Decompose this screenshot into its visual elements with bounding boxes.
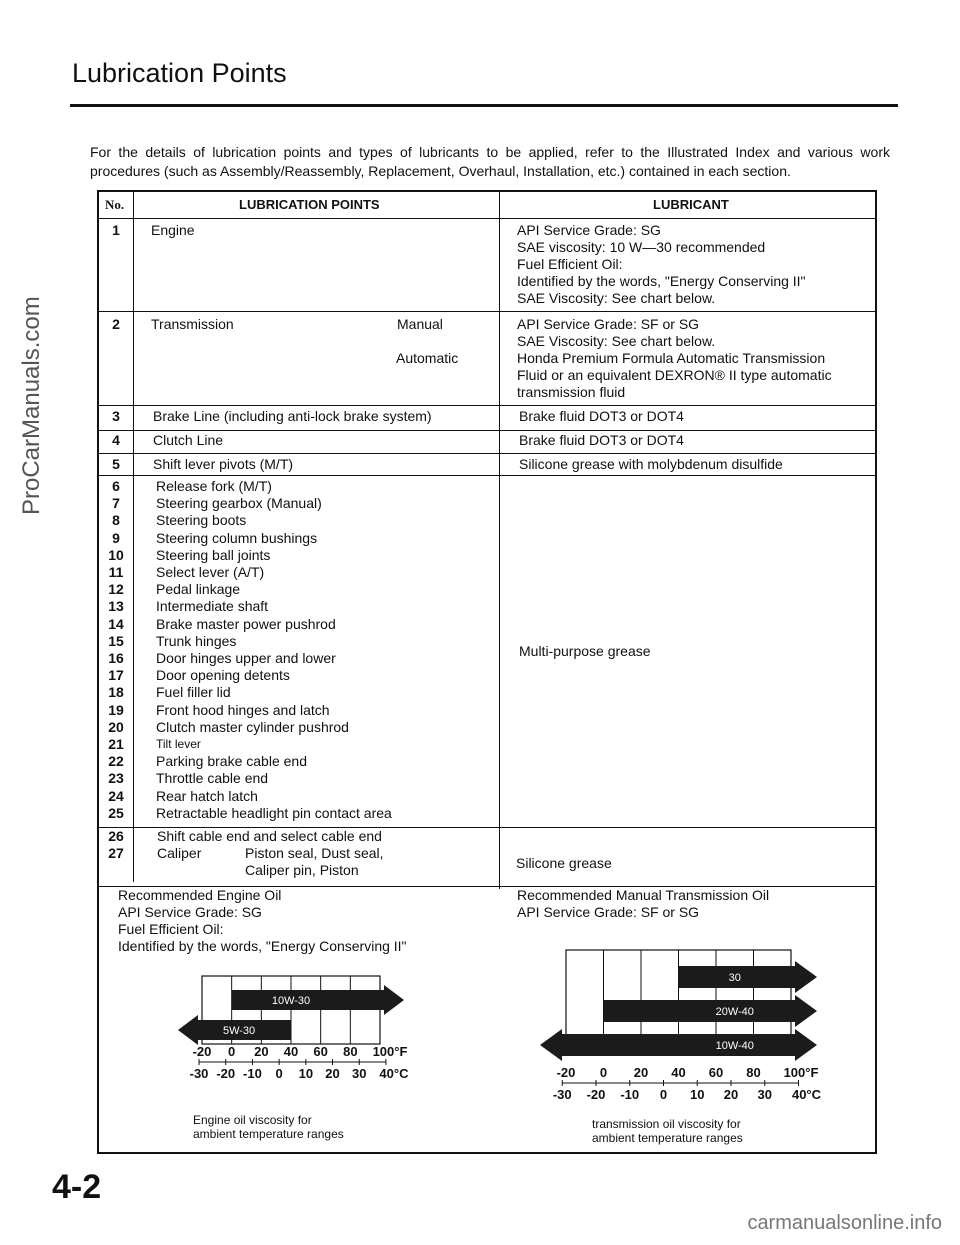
lubricant-line: Honda Premium Formula Automatic Transmission bbox=[517, 350, 826, 366]
watermark-bottom: carmanualsonline.info bbox=[747, 1212, 942, 1234]
axis-tick-label-f: 20 bbox=[633, 1065, 649, 1080]
axis-tick-label-f: 20 bbox=[254, 1044, 269, 1059]
axis-tick-label-c: -10 bbox=[243, 1066, 262, 1081]
point-clutch-line: Clutch Line bbox=[153, 432, 224, 448]
axis-tick-label-f: 100°F bbox=[783, 1065, 819, 1080]
row-number: 25 bbox=[108, 804, 124, 821]
title-rule bbox=[70, 104, 898, 107]
row-number: 5 bbox=[112, 456, 120, 472]
lubrication-point: Brake master power pushrod bbox=[156, 615, 336, 632]
row-number: 24 bbox=[108, 787, 124, 804]
axis-tick-label-f: -20 bbox=[556, 1065, 576, 1080]
row-number: 7 bbox=[112, 495, 120, 512]
axis-tick-label-f: 60 bbox=[313, 1044, 328, 1059]
viscosity-bar-label: 10W-30 bbox=[271, 995, 311, 1007]
lubrication-point: Steering column bushings bbox=[156, 529, 318, 546]
viscosity-bar-label: 5W-30 bbox=[222, 1025, 256, 1037]
lubricant-line: SAE Viscosity: See chart below. bbox=[517, 333, 716, 349]
lubrication-point: Steering gearbox (Manual) bbox=[156, 495, 322, 512]
lubrication-point: Parking brake cable end bbox=[156, 753, 307, 770]
intro-paragraph: For the details of lubrication points and types of lubricants to be applied, refer to the Illustrated Index and various work procedures (such as Assembly/Reassembly, Replacement, Overhaul, Installation, etc.) contained in each section. bbox=[90, 144, 890, 179]
engine-oil-caption: ambient temperature ranges bbox=[193, 1127, 344, 1141]
row-number: 20 bbox=[108, 718, 124, 735]
row-number: 15 bbox=[108, 632, 124, 649]
viscosity-bar bbox=[604, 995, 818, 1027]
axis-tick-label-c: 10 bbox=[298, 1066, 314, 1081]
header-lubricant: LUBRICANT bbox=[653, 197, 729, 212]
lubrication-point: Trunk hinges bbox=[156, 632, 237, 649]
point-brake-line: Brake Line (including anti-lock brake system) bbox=[153, 408, 432, 424]
lubricant-line: Identified by the words, "Energy Conserving II" bbox=[517, 273, 806, 289]
lubrication-point: Select lever (A/T) bbox=[156, 564, 265, 580]
lubricant-line: Fluid or an equivalent DEXRON® II type automatic bbox=[517, 367, 832, 383]
axis-tick-label-f: 80 bbox=[343, 1044, 358, 1059]
lubrication-point: Pedal linkage bbox=[156, 581, 241, 598]
row-number: 13 bbox=[108, 598, 124, 615]
point-caliper-part: Caliper pin, Piston bbox=[245, 862, 359, 878]
axis-tick-label-f: 100°F bbox=[372, 1044, 408, 1059]
point-shift-cable: Shift cable end and select cable end bbox=[157, 828, 382, 844]
engine-oil-heading: Identified by the words, "Energy Conserving II" bbox=[118, 938, 407, 954]
lubricant-line: transmission fluid bbox=[517, 384, 626, 400]
axis-tick-label-c: 10 bbox=[690, 1087, 705, 1102]
trans-oil-viscosity-chart bbox=[508, 945, 848, 1105]
point-transmission: Transmission bbox=[151, 316, 234, 332]
lubrication-point: Throttle cable end bbox=[156, 770, 269, 787]
engine-oil-heading: API Service Grade: SG bbox=[118, 904, 262, 920]
row-number: 1 bbox=[112, 222, 120, 238]
point-automatic: Automatic bbox=[396, 350, 459, 366]
lubricant-line: SAE Viscosity: See chart below. bbox=[517, 290, 716, 306]
viscosity-bar bbox=[232, 985, 404, 1015]
lubrication-point: Retractable headlight pin contact area bbox=[156, 804, 392, 821]
row-number: 23 bbox=[108, 770, 124, 787]
trans-oil-caption: transmission oil viscosity for bbox=[592, 1117, 741, 1131]
lubrication-point: Rear hatch latch bbox=[156, 787, 258, 804]
axis-tick-label-c: 20 bbox=[325, 1066, 340, 1081]
row-rule bbox=[99, 311, 875, 312]
row-number: 16 bbox=[108, 650, 124, 666]
viscosity-bar-label: 20W-40 bbox=[715, 1006, 754, 1018]
engine-oil-heading: Fuel Efficient Oil: bbox=[118, 921, 224, 937]
lubrication-point: Steering ball joints bbox=[156, 546, 271, 563]
row-rule bbox=[99, 405, 875, 406]
lubrication-point: Clutch master cylinder pushrod bbox=[156, 718, 349, 735]
axis-tick-label-c: -30 bbox=[189, 1066, 209, 1081]
lubricant-silicone: Silicone grease bbox=[516, 855, 612, 871]
lubrication-point: Door hinges upper and lower bbox=[156, 650, 336, 666]
lubricant-line: API Service Grade: SF or SG bbox=[517, 316, 700, 332]
row-number: 3 bbox=[112, 408, 120, 424]
axis-tick-label-c: -20 bbox=[216, 1066, 236, 1081]
row-number: 18 bbox=[108, 684, 124, 701]
axis-tick-label-c: -30 bbox=[552, 1087, 572, 1102]
axis-tick-label-c: 0 bbox=[275, 1066, 283, 1081]
axis-tick-label-f: 80 bbox=[746, 1065, 761, 1080]
row-rule bbox=[99, 453, 875, 454]
page-title: Lubrication Points bbox=[72, 58, 287, 88]
trans-oil-caption: ambient temperature ranges bbox=[592, 1131, 743, 1145]
engine-oil-caption: Engine oil viscosity for bbox=[193, 1113, 312, 1127]
lubrication-point: Tilt lever bbox=[156, 737, 201, 751]
row-number: 9 bbox=[112, 529, 120, 546]
header-points: LUBRICATION POINTS bbox=[239, 197, 380, 212]
row-number: 19 bbox=[108, 701, 124, 718]
lubrication-point: Release fork (M/T) bbox=[156, 478, 272, 494]
lubrication-point: Door opening detents bbox=[156, 667, 290, 684]
point-manual: Manual bbox=[397, 316, 443, 332]
row-number: 21 bbox=[108, 736, 124, 752]
row-rule bbox=[99, 430, 875, 431]
viscosity-bar-label: 10W-40 bbox=[715, 1040, 754, 1052]
header-rule bbox=[99, 218, 875, 219]
row-number: 17 bbox=[108, 667, 124, 684]
row-number: 27 bbox=[108, 845, 124, 861]
axis-tick-label-f: 0 bbox=[228, 1044, 236, 1059]
row-number: 2 bbox=[112, 316, 120, 332]
row-number: 6 bbox=[112, 478, 120, 494]
row-number: 26 bbox=[108, 828, 124, 844]
lubricant-multipurpose: Multi-purpose grease bbox=[519, 643, 651, 659]
axis-tick-label-c: 20 bbox=[723, 1087, 739, 1102]
page-number: 4-2 bbox=[52, 1168, 102, 1206]
axis-tick-label-c: 30 bbox=[757, 1087, 772, 1102]
lubricant-line: API Service Grade: SG bbox=[517, 222, 661, 238]
point-engine: Engine bbox=[151, 222, 195, 238]
axis-tick-label-f: 40 bbox=[671, 1065, 686, 1080]
lubricant-line: Brake fluid DOT3 or DOT4 bbox=[519, 408, 684, 424]
axis-tick-label-c: 40°C bbox=[791, 1087, 822, 1102]
axis-tick-label-c: -20 bbox=[586, 1087, 606, 1102]
engine-oil-viscosity-chart bbox=[140, 968, 430, 1090]
lubricant-line: Brake fluid DOT3 or DOT4 bbox=[519, 432, 684, 448]
row-number: 11 bbox=[108, 564, 124, 580]
row-number: 14 bbox=[108, 615, 124, 632]
row-number: 10 bbox=[108, 546, 124, 563]
lubrication-point: Steering boots bbox=[156, 512, 247, 529]
axis-tick-label-c: 40°C bbox=[379, 1066, 409, 1081]
lubrication-point: Fuel filler lid bbox=[156, 684, 231, 701]
row-number: 12 bbox=[108, 581, 124, 598]
axis-tick-label-f: 60 bbox=[708, 1065, 724, 1080]
row-rule bbox=[99, 475, 875, 476]
axis-tick-label-c: 0 bbox=[659, 1087, 668, 1102]
col-divider-lub bbox=[499, 192, 500, 889]
point-shift-lever: Shift lever pivots (M/T) bbox=[153, 456, 294, 472]
engine-oil-heading: Recommended Engine Oil bbox=[118, 887, 282, 903]
axis-tick-label-f: -20 bbox=[192, 1044, 212, 1059]
point-caliper: Caliper bbox=[157, 845, 202, 861]
row-number: 4 bbox=[112, 432, 120, 448]
point-caliper-part: Piston seal, Dust seal, bbox=[245, 845, 384, 861]
lubrication-point: Front hood hinges and latch bbox=[156, 701, 330, 718]
viscosity-bar-label: 30 bbox=[728, 972, 741, 984]
watermark-left: ProCarManuals.com bbox=[18, 296, 45, 515]
axis-tick-label-c: -10 bbox=[620, 1087, 640, 1102]
row-number: 22 bbox=[108, 753, 124, 770]
axis-tick-label-f: 0 bbox=[599, 1065, 608, 1080]
trans-oil-heading: Recommended Manual Transmission Oil bbox=[517, 887, 770, 903]
header-no: No. bbox=[105, 197, 125, 212]
lubricant-line: SAE viscosity: 10 W—30 recommended bbox=[517, 239, 766, 255]
row-number: 8 bbox=[112, 512, 120, 529]
viscosity-bar bbox=[679, 961, 818, 993]
trans-oil-heading: API Service Grade: SF or SG bbox=[517, 904, 700, 920]
lubricant-line: Fuel Efficient Oil: bbox=[517, 256, 623, 272]
axis-tick-label-f: 40 bbox=[283, 1044, 299, 1059]
lubricant-line: Silicone grease with molybdenum disulfide bbox=[519, 456, 783, 472]
lubrication-point: Intermediate shaft bbox=[156, 598, 269, 615]
axis-tick-label-c: 30 bbox=[351, 1066, 367, 1081]
